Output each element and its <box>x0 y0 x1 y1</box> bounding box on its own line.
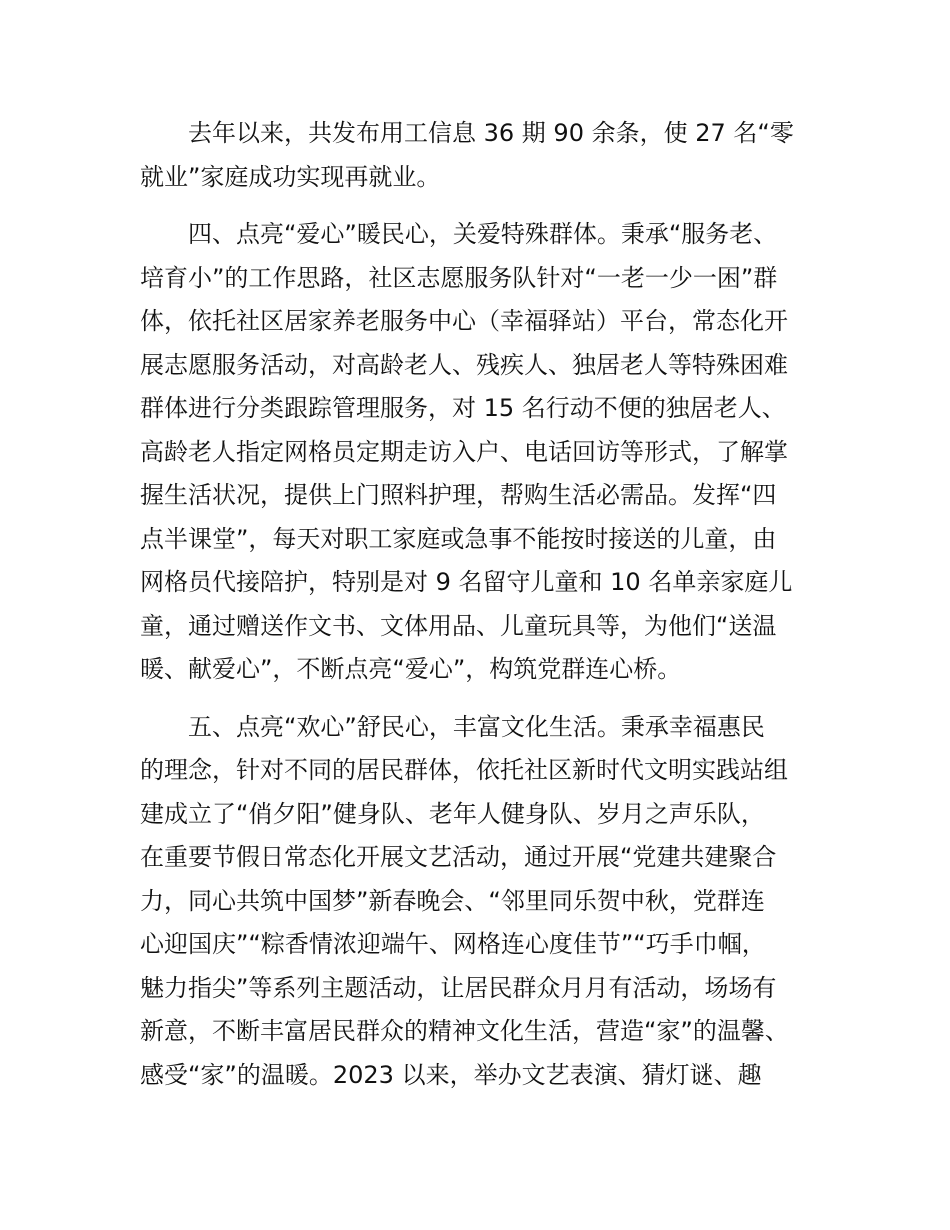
text-line: 就业”家庭成功实现再就业。 <box>140 162 441 191</box>
text-line: 力，同心共筑中国梦”新春晚会、“邻里同乐贺中秋，党群连 <box>140 886 765 915</box>
text-line: 高龄老人指定网格员定期走访入户、电话回访等形式，了解掌 <box>140 437 788 466</box>
text-line: 心迎国庆”“粽香情浓迎端午、网格连心度佳节”“巧手巾帼， <box>140 930 766 958</box>
text-line: 培育小”的工作思路，社区志愿服务队针对“一老一少一困”群 <box>140 263 778 292</box>
text-line: 童，通过赠送作文书、文体用品、儿童玩具等，为他们“送温 <box>140 611 777 640</box>
text-line: 群体进行分类跟踪管理服务，对 15 名行动不便的独居老人、 <box>140 394 786 422</box>
text-line: 新意，不断丰富居民群众的精神文化生活，营造“家”的温馨、 <box>140 1017 789 1045</box>
paragraph-cultural-life <box>140 706 820 1098</box>
text-line: 在重要节假日常态化开展文艺活动，通过开展“党建共建聚合 <box>140 843 777 871</box>
text-line: 点半课堂”，每天对职工家庭或急事不能按时接送的儿童，由 <box>140 524 777 553</box>
text-line: 五、点亮“欢心”舒民心，丰富文化生活。秉承幸福惠民 <box>188 712 765 741</box>
text-line: 建成立了“俏夕阳”健身队、老年人健身队、岁月之声乐队， <box>140 799 765 828</box>
document-body <box>140 112 820 1097</box>
paragraph-care-special-groups <box>140 213 820 692</box>
text-line: 展志愿服务活动，对高龄老人、残疾人、独居老人等特殊困难 <box>140 350 788 379</box>
text-line: 网格员代接陪护，特别是对 9 名留守儿童和 10 名单亲家庭儿 <box>140 568 793 596</box>
text-line: 感受“家”的温暖。2023 以来，举办文艺表演、猜灯谜、趣 <box>140 1060 762 1089</box>
text-line: 体，依托社区居家养老服务中心（幸福驿站）平台，常态化开 <box>140 307 788 335</box>
text-line: 去年以来，共发布用工信息 36 期 90 余条，使 27 名“零 <box>188 119 794 147</box>
text-line: 暖、献爱心”，不断点亮“爱心”，构筑党群连心桥。 <box>140 655 682 683</box>
text-line: 魅力指尖”等系列主题活动，让居民群众月月有活动，场场有 <box>140 973 777 1002</box>
text-line: 握生活状况，提供上门照料护理，帮购生活必需品。发挥“四 <box>140 481 777 509</box>
text-line: 四、点亮“爱心”暖民心，关爱特殊群体。秉承“服务老、 <box>188 220 778 248</box>
paragraph-employment <box>140 112 820 199</box>
text-line: 的理念，针对不同的居民群体，依托社区新时代文明实践站组 <box>140 756 788 784</box>
